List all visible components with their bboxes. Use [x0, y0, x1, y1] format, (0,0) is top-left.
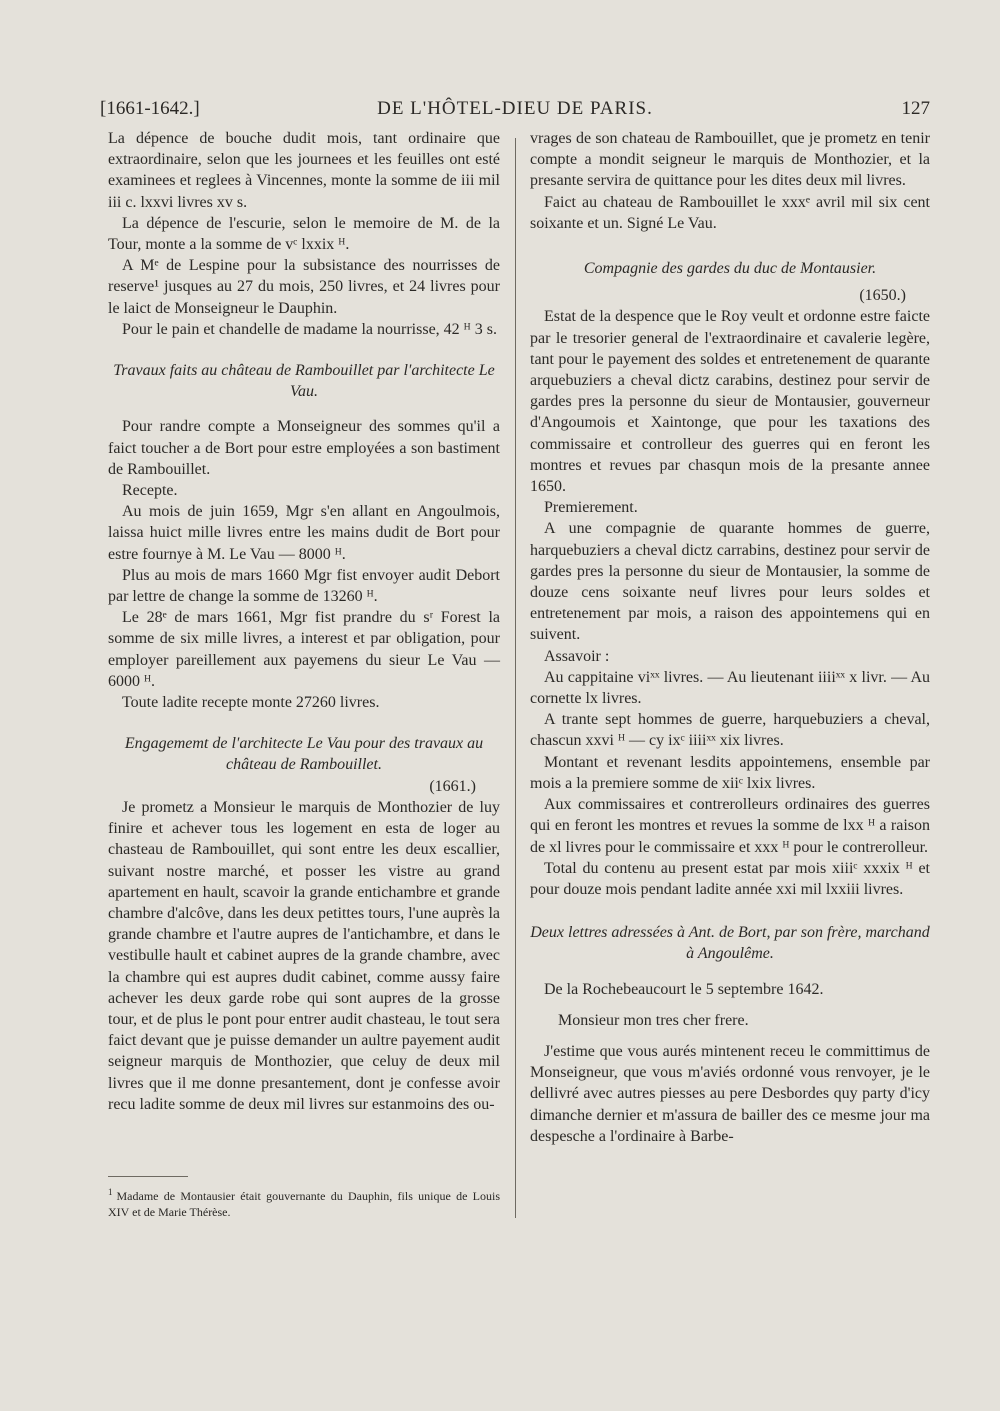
- right-column: [530, 128, 930, 1147]
- footnote-number: 1: [108, 1187, 113, 1197]
- column-divider: [515, 138, 516, 1218]
- footnote-rule: [108, 1176, 188, 1177]
- paragraph: Pour le pain et chandelle de madame la nourrisse, 42 ᴴ 3 s.: [122, 320, 497, 338]
- paragraph: Total du contenu au present estat par mois xiiiᶜ xxxix ᴴ et pour douze mois pendant ladite année xxi mil lxxiii livres.: [530, 859, 930, 898]
- paragraph: Toute ladite recepte monte 27260 livres.: [122, 694, 380, 712]
- paragraph: Pour randre compte a Monseigneur des sommes qu'il a faict toucher a de Bort pour estre employées a son bastiment de Rambouillet.: [108, 418, 500, 478]
- paragraph: A une compagnie de quarante hommes de guerre, harquebuziers a cheval dictz carrabins, destinez pour servir de gardes pres la personne du sieur de Montausier, la somme de douze cens soixante neuf livres pour leurs soldes et entretenement par mois, a raison des appointemens qui en suivent.: [530, 520, 930, 644]
- paragraph: vrages de son chateau de Rambouillet, que je prometz en tenir compte a mondit seigneur le marquis de Monthozier, et la presante servira de quittance pour les dites deux mil livres.: [530, 130, 930, 190]
- section-heading: Engagememt de l'architecte Le Vau pour des travaux au château de Rambouillet.: [124, 735, 484, 774]
- paragraph: De la Rochebeaucourt le 5 septembre 1642.: [544, 980, 824, 998]
- header-date-range: [1661-1642.]: [100, 98, 200, 119]
- paragraph: Au mois de juin 1659, Mgr s'en allant en Angoulmois, laissa huict mille livres entre les mains dudit de Bort pour estre fournye à M. Le Vau — 8000 ᴴ.: [108, 503, 500, 563]
- section-heading: Travaux faits au château de Rambouillet par l'architecte Le Vau.: [113, 362, 495, 401]
- paragraph: Montant et revenant lesdits appointemens, ensemble par mois a la premiere somme de xiiᶜ lxix livres.: [530, 753, 930, 792]
- paragraph: Premierement.: [544, 499, 638, 517]
- section-heading: Deux lettres adressées à Ant. de Bort, par son frère, marchand à Angoulême.: [530, 924, 930, 963]
- paragraph: Estat de la despence que le Roy veult et ordonne estre faicte par le tresorier general de l'extraordinaire et cavalerie legère, tant pour le payement des soldes et entretenement de quarante arquebuziers a cheval dictz carabins, destinez pour servir de gardes pres la personne du sieur de Montausier, gouverneur d'Angoumois et Xaintonge, que pour les taxations des commissaire et controlleur des guerres qui en feront les montres et revues par chasqun mois de la presante annee 1650.: [530, 308, 930, 496]
- running-header: [100, 98, 930, 126]
- section-date: (1650.): [859, 287, 906, 305]
- paragraph: Assavoir :: [544, 647, 610, 665]
- section-heading: Compagnie des gardes du duc de Montausier.: [583, 260, 877, 278]
- paragraph: Faict au chateau de Rambouillet le xxxᵉ avril mil six cent soixante et un. Signé Le Vau.: [530, 193, 930, 232]
- paragraph: Je prometz a Monsieur le marquis de Monthozier de luy finire et achever tous les logement en esta de loger au chasteau de Rambouillet, qui sont entre les deux escallier, suivant nostre marché, et posser les vistre au grand apartement en hault, scavoir la grande entichambre et grande chambre d'alcôve, dans les deux petittes tours, l'une auprès la grande chambre et l'autre aupres de l'antichambre, et dans le vestibulle hault et cabinet aupres de la grande chambre, avec la chambre qui est aupres dudit cabinet, comme aussy faire achever les deux garde robe qui sont aupres de la grosse tour, et de plus le pont pour entrer audit chasteau, le tout sera faict devant que je puisse demander un aultre payement audit seigneur marquis de Monthozier, que celuy de deux mil livres que il me donne presantement, dont je confesse avoir recu ladite somme de deux mil livres sur estanmoins des ou-: [108, 798, 500, 1113]
- paragraph: Le 28ᵉ de mars 1661, Mgr fist prandre du sʳ Forest la somme de six mille livres, a interest et par obligation, pour employer pareillement aux payemens du sieur Le Vau — 6000 ᴴ.: [108, 609, 500, 690]
- paragraph: Aux commissaires et contrerolleurs ordinaires des guerres qui en feront les montres et revues la somme de lxx ᴴ a raison de xl livres pour le commissaire et xxx ᴴ pour le contrerolleur.: [530, 796, 930, 856]
- paragraph: Recepte.: [122, 482, 178, 500]
- paragraph: Monsieur mon tres cher frere.: [558, 1011, 749, 1029]
- section-date: (1661.): [429, 777, 476, 795]
- paragraph: J'estime que vous aurés mintenent receu le committimus de Monseigneur, que vous m'aviés ordonné vous renvoyer, je le dellivré avec autres piesses au pere Desbordes quy party d'icy dimanche dernier et m'assura de bailler des ce mesme jour ma despesche a l'ordinaire à Barbe-: [530, 1042, 930, 1145]
- paragraph: La dépence de l'escurie, selon le memoire de M. de la Tour, monte a la somme de vᶜ lxxix ᴴ.: [108, 214, 500, 254]
- paragraph: Plus au mois de mars 1660 Mgr fist envoyer audit Debort par lettre de change la somme de 13260 ᴴ.: [108, 566, 500, 606]
- footnote: [108, 1184, 500, 1220]
- left-column: [108, 128, 500, 1115]
- paragraph: A trante sept hommes de guerre, harquebuziers a cheval, chascun xxvi ᴴ — cy ixᶜ iiiiˣˣ xix livres.: [530, 711, 930, 750]
- header-title: DE L'HÔTEL-DIEU DE PARIS.: [377, 98, 653, 119]
- page-number: 127: [901, 98, 930, 119]
- paragraph: Au cappitaine viˣˣ livres. — Au lieutenant iiiiˣˣ x livr. — Au cornette lx livres.: [530, 668, 930, 708]
- footnote-text: Madame de Montausier était gouvernante du Dauphin, fils unique de Louis XIV et de Marie Thérèse.: [108, 1189, 500, 1219]
- paragraph: La dépence de bouche dudit mois, tant ordinaire que extraordinaire, selon que les journees et les feuilles ont esté examinees et reglees à Vincennes, monte la somme de iii mil iii c. lxxvi livres xv s.: [108, 130, 500, 211]
- paragraph: A Mᵉ de Lespine pour la subsistance des nourrisses de reserve¹ jusques au 27 du mois, 250 livres, et 24 livres pour le laict de Monseigneur le Dauphin.: [108, 257, 500, 317]
